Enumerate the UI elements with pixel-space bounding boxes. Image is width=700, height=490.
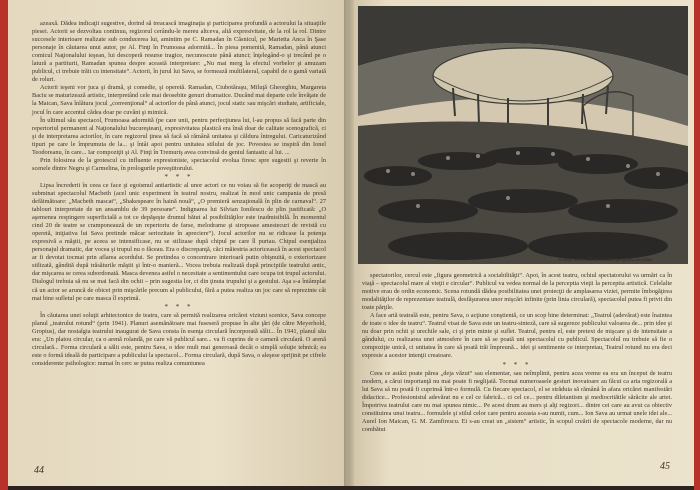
page-number-right: 45: [660, 461, 670, 472]
left-paragraph: Actorii ieşeni vor juca şi dramă, şi comedie, şi operetă. Ramadan, Ciubotăraşu, Miluţă Gheorghiu, Margareta Baciu se maturizează artistic, interpretând cele mai deosebite genuri dramatice. Ducând mai departe cele învăţate de la Maican, Sava înlătura jocul „convenţional“ al actorilor de până atunci, jocul static sau mişcări studiate, artificiale, jocul în care accentul cădea doar pe cuvânt şi mimică.: [32, 84, 326, 116]
right-page: [348, 0, 694, 486]
right-paragraph: A face artă teatrală este, pentru Sava, o acţiune conştientă, ce un scop bine determinat: „Teatrul (adevărat) este înaintea de toate o idee de teatru“. Teatrul visat de Sava este un teatru-sinteză, care să sugereze publicului valoarea de... prin idee şi nu doar prin ochii şi urechile sale, ci şi prin minte şi suflet. Teatrul, pentru el, este pretext de mişcare şi de intensitate a gândului, cu realizarea unei atmosfere în care să se poată uni spectacolul cu publicul. Spectacolul nu trebuie să fie o compoziţie unică, ci unitatea în care să poată trăi împreună... idei şi sentimente ce interpretau, Teatrul rotund nu era deci expresie a acestor intenţii creatoare.: [362, 312, 672, 360]
left-paragraph: azeaxă. Dădea indicaţii sugestive, dorind să treacască imaginaţia şi participarea profundă a actorului la situaţiile piesei. Actorii se dezvoltau continuu, regizorul cerându-le mereu altceva, altă expresivitate, de la rol la rol. Dintre succesele interioare realizate sub conducerea lui, amintim pe C. Ramadan în Căsnicul, pe Marietta Anca în Şase personaje în căutarea unui autor, pe Al. Finţi în Frumoasa adormită... În piesa pomenită, Ramadan, până atunci comicul Naţionalului ieşean, lui descoperă resurse tragice, necunoscute până atunci; înţelegând-o şi trecând pe o latură a partiturii, Ramadan spunea despre această interpretare: „Nu mai merg la efectul vorbelor şi amuzam publicul, ci trebuie trăit cu intensitate“. Actorii, în jurul lui Sava, se formează multilateral, capabil de o gamă variată de roluri.: [32, 20, 326, 84]
theatre-sketch-illustration: [358, 6, 688, 264]
right-paragraph: Ceea ce astăzi poate părea „deja văzut“ sau elementar, sau neîmplinit, pentru acea vreme ea era un început de teatru modern, a cărui importanţă nu mai poate fi neglijată. Tocmai numeroasele gesturi inovatoare au făcut ca arta regizorală a lui Sava să nu poată fi cuprinsă într-o formulă. Cu fiecare spectacol, el se străduia să rămână în afara oricărei manifestări didactice... Profesionistul adevărat nu e cel ce fabrică... ci cel ce... pentru diletantism şi mediocritătile sărăcite ale artei. Împotriva teatrului care nu mai spunea nimic... Pe acest drum au mers şi alţi regizori... dintre cei care au avut ca obiectiv constituirea unui teatru... formulele şi stilul celor care pentru aceasta s-au numit, cum... Ion Sava au urmat unele idei ale... Aurel Ion Maican, G. M. Zamfirescu. Ei s-au creat un „sistem“ artistic, în scopul creării de spectacole moderne, dar nu combătut: [362, 369, 672, 433]
left-paragraph: În căutarea unei soluţii arhitectonice de teatru, care să permită realizarea oricărei viziuni scenice, Sava concepe planul „teatrului rotund“ (prin 1941). Planuri asemănătoare mai fuseseră propuse în alte ţări (de către Meyerhold, Gropius), dar nostalgia teatrului inaugurat de Sava consta în esenţa circulară încorporată sălii... În 1941, planul său era: „Un platou circular, ca o arenă rolandă, pe care vă publicul sare... va fi cuprins de o cameră circulară. O arenă circulară... Forma circulară a sălii este, pentru Sava, o idee mult mai generoasă decât o simplă soluţie tehnică; ea este o formă ideală de participare a publicului la spectacol... Forma circulară, după Sava, o aleşese sprijinit pe cifrele considerente psihologice: numai în cerc se putea realiza comuniunea: [32, 311, 326, 367]
book-cover-edge-right: [694, 0, 700, 490]
section-divider: * * *: [502, 360, 532, 369]
left-paragraph: Lipsa încrederii în ceea ce face şi egoismul antiartistic al unor actori ce nu voiau să fie acoperiţi de mască au subminat spectacolul Macbeth (acel unic experiment în teatrul nostru, realizat în mod unic campania de presă defăimătoare: „Macbeth mascat“, „Shakespeare în haină nouă“, „O premieră senzaţională în plin de carnaval“. 27 tablouri interpretate de un ansamblu de 39 persoane“. Indignarea lui Silvian Ionilescu de plin justificată: „O aşemenea respingere superficială a tot ce depăşeşte drumul bătut al posibilităţilor este inadmisibilă. În momentul cind 20 de teatre se cramponeauză de un repertoriu de farse, melodrame şi siropoase amestecuri de revistă cu operetă, iniţiativa lui Sava pretinde măcar seriozitate în apreciere“). Jocul actorilor nu se ridicase la potenţa expresivă a măştii, pe aceea se intensificase, nu se stilizase după chipul pe care îl purtau. Chipul esenţializa personajul dramatic, dar vocea şi trupul nu o făceau. Era o discrepanţă, căci măiestria actoricească în acest spectacol ar fi devotat tocmai prin aflarea acordului. Se pretindea o concentrare interioară putin obişnuită, o exteriorizare stilizată, gândită după trăsăturile măştii şi într-o manieră... Vocea trebuia realizată după principiile teatrului antic, dar mişcarea se cerea subordonată. Masca devenea astfel o necesitate a sentimentului care ocupa tot trupul actorului. Dialogul trebuia să nu se mai facă din ochii – prin sugestia lor, ci din ţinuta trupului şi a gestului. Aşa s-a întâmplat că un actor se aruncă de obicei prin mişcările precum al publicului, fără a putea realiza un joc care să reprezinte cât mai bine sufletul pe care masca îl exprimă.: [32, 181, 326, 302]
right-text-column: [362, 272, 672, 434]
book-gutter: [344, 0, 354, 486]
left-paragraph: În ultimul său spectacol, Frumoasa adormită (pe care unii, pentru perfecţiunea lui, l-au propus să facă parte din repertoriul permanent al Naţionalului bucureştean), expresivitatea plastică era însă doar de calitate scenografică, ci şi de interpretarea actorilor, în care regizorul ţinea să facă să rămână unitatea şi căldura întregului. Caricaturizând tipuri pe care le împrumuta de la... şi întâi apoi pentru unitatea stilului de joc. Povestea se inspiră din Ionel Teodoreanu, în care... Iar compoziţii şi Al. Finţi în Tremuriş avea convinsă de geniul fantastic al lui. ...: [32, 116, 326, 156]
book-cover-edge-left: [0, 0, 8, 490]
section-divider: * * *: [164, 172, 194, 181]
right-paragraph: spectatorilor, cercul este „figura geometrică a sociabilităţii“. Apoi, în acest teatru, ochiul spectatorului va urmări ca în viaţă – spectacolul mare al vieţii e circular“. Publicul va vedea normal de la perceptia vieţii la perceptia artistică. Celelalte motive erau de ordin economic. Scena rotundă dădea posibilitatea unei proiecţii de amplasarea viziei, permite îmbogăţirea modalităţilor de reprezentare teatrală, desfăşurarea unor mişcări infinite (prin linia circulară), spectacolul putea fi privit din toate părţile.: [362, 272, 672, 312]
left-page: [8, 0, 348, 486]
left-text-column: [32, 20, 326, 368]
illustration-caption: Schiţa unei săli de teatru pe plan circular: [558, 257, 653, 263]
section-divider: * * *: [164, 302, 194, 311]
left-paragraph: Prin folosirea de la grotescul cu influente expresioniste, spectacolul evolua firesc spre sugestii şi reverie în scenele dintre Negru şi Carmelina, în prologurile poveştitorului.: [32, 156, 326, 172]
page-number-left: 44: [34, 465, 44, 476]
